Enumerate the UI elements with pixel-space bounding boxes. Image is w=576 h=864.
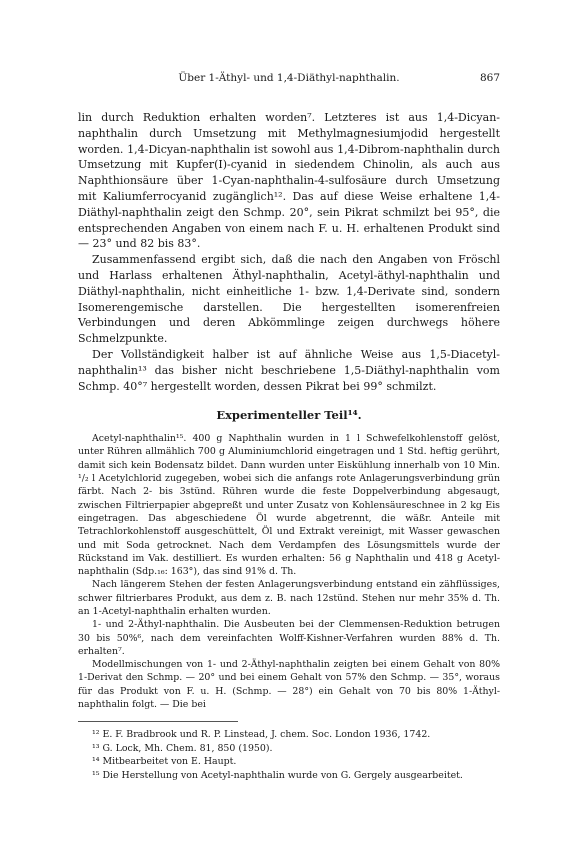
running-header (78, 70, 500, 94)
footnote-divider (78, 721, 238, 722)
footnote: ¹⁴ Mitbearbeitet von E. Haupt. (92, 756, 237, 768)
footnote: ¹³ G. Lock, Mh. Chem. 81, 850 (1950). (92, 742, 273, 754)
page (78, 70, 500, 782)
main-text (78, 110, 500, 782)
page-number: 867 (479, 72, 500, 84)
footnote: ¹² E. F. Bradbrook und R. P. Linstead, J. chem. Soc. London 1936, 1742. (92, 729, 431, 741)
experimental-paragraph: 1- und 2-Äthyl-naphthalin. Die Ausbeuten bei der Clemmensen-Reduktion betrugen 30 bis 50%⁶, nach dem vereinfachten Wolff-Kishner-Verfahren wurden 88% d. Th. erhalten⁷. (78, 619, 500, 657)
paragraph: lin durch Reduktion erhalten worden⁷. Letzteres ist aus 1,4-Dicyan-naphthalin durch Umsetzung mit Methylmagnesiumjodid hergestellt worden. 1,4-Dicyan-naphthalin ist sowohl aus 1,4-Dibrom-naphthalin durch Umsetzung mit Kupfer(I)-cyanid in siedendem Chinolin, als auch aus Naphthionsäure über 1-Cyan-naphthalin-4-sulfosäure durch Umsetzung mit Kaliumferrocyanid zugänglich¹². Das auf diese Weise erhaltene 1,4-Diäthyl-naphthalin zeigt den Schmp. 20°, sein Pikrat schmilzt bei 95°, die entsprechenden Angaben von einem nach F. u. H. erhaltenen Produkt sind — 23° und 82 bis 83°. (78, 111, 500, 251)
footnote: ¹⁵ Die Herstellung von Acetyl-naphthalin wurde von G. Gergely ausgearbeitet. (92, 769, 463, 781)
paragraph: Zusammenfassend ergibt sich, daß die nach den Angaben von Fröschl und Harlass erhaltenen Äthyl-naphthalin, Acetyl-äthyl-naphthalin und Diäthyl-naphthalin, nicht einheitliche 1- bzw. 1,4-Derivate sind, sondern Isomerengemische darstellen. Die hergestellten isomerenfreien Verbindungen und deren Abkömmlinge zeigen durchwegs höhere Schmelzpunkte. (78, 253, 500, 346)
experimental-paragraph: Modellmischungen von 1- und 2-Äthyl-naphthalin zeigten bei einem Gehalt von 80% 1-Derivat den Schmp. — 20° und bei einem Gehalt von 57% den Schmp. — 35°, woraus für das Produkt von F. u. H. (Schmp. — 28°) ein Gehalt von 70 bis 80% 1-Äthyl-naphthalin folgt. — Die bei (78, 659, 500, 711)
running-title: Über 1-Äthyl- und 1,4-Diäthyl-naphthalin. (178, 72, 400, 84)
experimental-paragraph: Nach längerem Stehen der festen Anlagerungsverbindung entstand ein zähflüssiges, schwer filtrierbares Produkt, aus dem z. B. nach 12stünd. Stehen nur mehr 35% d. Th. an 1-Acetyl-naphthalin erhalten wurden. (78, 579, 500, 617)
paragraph: Der Vollständigkeit halber ist auf ähnliche Weise aus 1,5-Diacetyl-naphthalin¹³ das bisher nicht beschriebene 1,5-Diäthyl-naphthalin vom Schmp. 40°⁷ hergestellt worden, dessen Pikrat bei 99° schmilzt. (78, 347, 500, 393)
section-heading: Experimenteller Teil¹⁴. (216, 408, 362, 423)
experimental-paragraph: Acetyl-naphthalin¹⁵. 400 g Naphthalin wurden in 1 l Schwefelkohlenstoff gelöst, unter Rühren allmählich 700 g Aluminiumchlorid eingetragen und 1 Std. heftig gerührt, damit sich kein Bodensatz bildet. Dann wurden unter Eiskühlung innerhalb von 10 Min. ¹/₂ l Acetylchlorid zugegeben, wobei sich die anfangs rote Anlagerungsverbindung grün färbt. Nach 2- bis 3stünd. Rühren wurde die feste Doppelverbindung abgesaugt, zwischen Filtrierpapier abgepreßt und unter Zusatz von Kohlensäureschnee in 2 kg Eis eingetragen. Das abgeschiedene Öl wurde abgetrennt, die wäßr. Anteile mit Tetrachlorkohlenstoff ausgeschüttelt, Öl und Extrakt vereinigt, mit Wasser gewaschen und mit Soda getrocknet. Nach dem Verdampfen des Lösungsmittels wurde der Rückstand im Vak. destilliert. Es wurden erhalten: 56 g Naphthalin und 418 g Acetyl-naphthalin (Sdp.₁₆: 163°), das sind 91% d. Th. (78, 433, 500, 578)
